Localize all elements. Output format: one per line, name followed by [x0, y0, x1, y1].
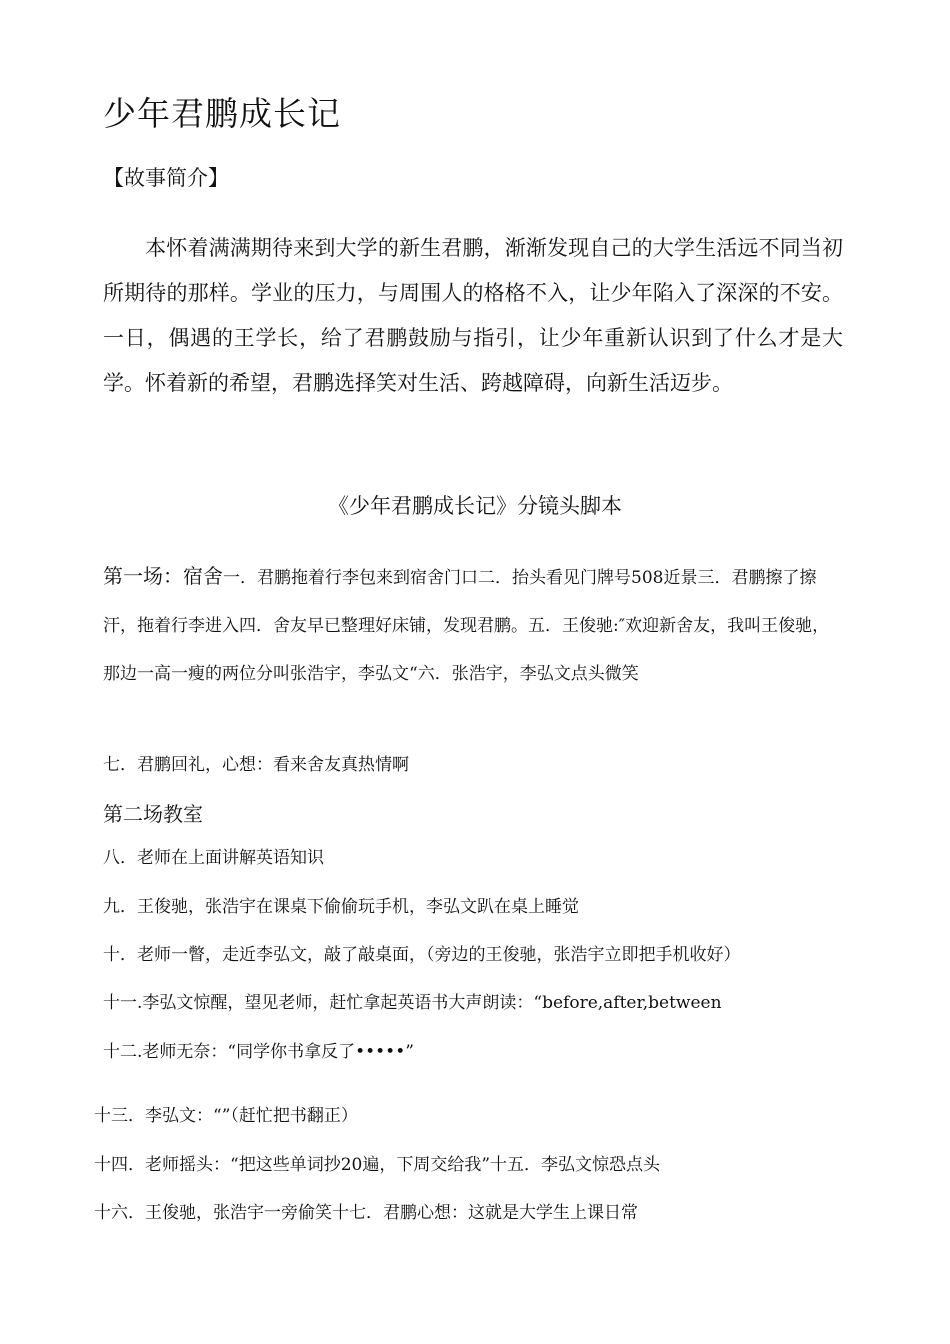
script-title: 《少年君鹏成长记》分镜头脚本 [328, 494, 622, 518]
scene1-heading: 第一场：宿舍 [103, 564, 223, 588]
page-title: 少年君鹏成长记 [103, 94, 341, 133]
shot-line-8: 八．老师在上面讲解英语知识 [103, 848, 324, 868]
intro-text: 本怀着满满期待来到大学的新生君鹏，渐渐发现自己的大学生活远不同当初所期待的那样。学业的压力，与周围人的格格不入，让少年陷入了深深的不安。一日，偶遇的王学长，给了君鹏鼓励与指引，让少年重新认识到了什么才是大学。怀着新的希望，君鹏选择笑对生活、跨越障碍，向新生活迈步。 [103, 236, 843, 395]
scene2-heading: 第二场教室 [103, 802, 203, 826]
scene1-text: 一．君鹏拖着行李包来到宿舍门口二．抬头看见门牌号508近景三．君鹏擦了擦汗，拖着行李进入四．舍友早已整理好床铺，发现君鹏。五．王俊驰:″欢迎新舍友，我叫王俊驰，那边一高一瘦的两位分叫张浩宇，李弘文“六．张浩宇，李弘文点头微笑 [103, 568, 830, 684]
shot-line-13: 十三．李弘文：“”（赶忙把书翻正） [94, 1106, 358, 1126]
shot-line-10: 十．老师一瞥，走近李弘文，敲了敲桌面，（旁边的王俊驰，张浩宇立即把手机收好） [103, 945, 741, 965]
scene1-paragraph [103, 552, 831, 698]
shot-line-7: 七．君鹏回礼，心想：看来舍友真热情啊 [103, 755, 409, 775]
intro-label: 【故事简介】 [103, 166, 229, 190]
shot-line-11: 十一.李弘文惊醒，望见老师，赶忙拿起英语书大声朗读：“before,after,between [103, 993, 722, 1013]
shot-line-14: 十四．老师摇头：“把这些单词抄20遍，下周交给我”十五．李弘文惊恐点头 [94, 1155, 661, 1175]
shot-line-9: 九．王俊驰，张浩宇在课桌下偷偷玩手机，李弘文趴在桌上睡觉 [103, 897, 579, 917]
shot-line-12: 十二.老师无奈：“同学你书拿反了•••••” [103, 1042, 414, 1062]
intro-paragraph [103, 226, 843, 406]
shot-line-16: 十六．王俊驰，张浩宇一旁偷笑十七．君鹏心想：这就是大学生上课日常 [94, 1203, 638, 1223]
